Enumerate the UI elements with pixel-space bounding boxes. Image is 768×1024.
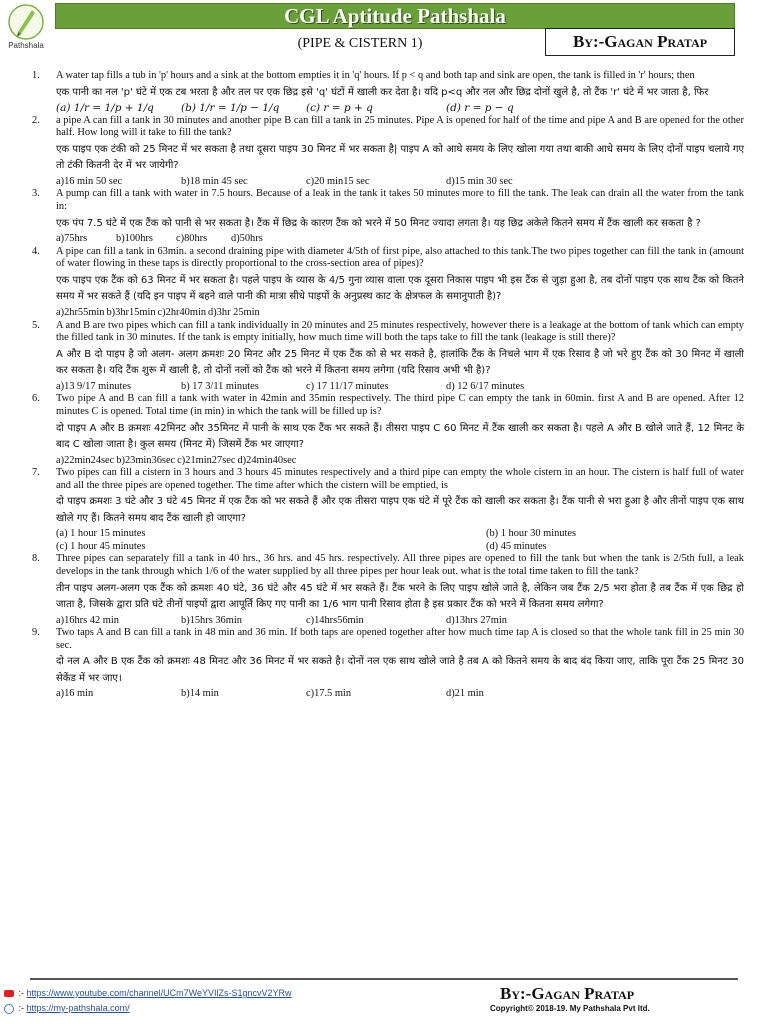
footer-divider xyxy=(30,978,738,980)
question-number: 1. xyxy=(32,70,40,81)
website-row xyxy=(4,1003,130,1014)
question-hindi: दो पाइप क्रमशः 3 घंटे और 3 घंटे 45 मिनट में एक टैंक को भर सकते हैं और एक तीसरा पाइप एक घंटे में पूरे टैंक को खाली कर सकता है। टैंक पानी से भरा हुआ है और तीनों पाइप एक साथ खोले गए हैं। कितने समय बाद टैंक खाली हो जाएगा? xyxy=(56,496,744,524)
youtube-row xyxy=(4,988,291,998)
option-d: d) 12 6/17 minutes xyxy=(446,380,525,392)
question-english: Two pipes can fill a cistern in 3 hours and 3 hours 45 minutes respectively and a third pipe can empty the whole cistern in an hour. The cistern is half full of water and all the three pipes are opened together. The time after which the cistern will be emptied, is xyxy=(56,467,744,491)
options-row xyxy=(56,307,744,320)
option-c: (c) 1 hour 45 minutes xyxy=(56,540,146,552)
option-d: (d) 45 minutes xyxy=(486,540,547,552)
option-a: (a) 1/r = 1/p + 1/q xyxy=(56,102,154,115)
question-item xyxy=(32,627,744,701)
question-number: 5. xyxy=(32,319,40,331)
copyright-text: Copyright© 2018-19. My Pathshala Pvt ltd. xyxy=(490,1004,650,1013)
footer-byline: By:-Gagan Pratap xyxy=(500,984,635,1003)
option-a: a)16hrs 42 min xyxy=(56,614,119,626)
option-a: a)16 min 50 sec xyxy=(56,175,123,187)
question-english: Three pipes can separately fill a tank in 40 hrs., 36 hrs. and 45 hrs. respectively. All three pipes are opened to fill the tank but when the tank is 2/5th full, a leak develops in the tank through which 1/6 of the water supplied by all three pipes per hour leak out. what is the total time taken to fill the tank? xyxy=(56,553,744,578)
question-item xyxy=(32,393,744,467)
question-item xyxy=(32,115,744,189)
question-item xyxy=(32,246,744,320)
youtube-link[interactable]: https://www.youtube.com/channel/UCm7WeYVIlZs-S1gncvV2YRw xyxy=(26,988,292,998)
option-c: c)20 min15 sec xyxy=(306,175,370,187)
option-c: c)17.5 min xyxy=(306,688,352,700)
option-c: c)80hrs xyxy=(176,233,208,245)
question-number: 7. xyxy=(32,467,40,479)
option-a: a)13 9/17 minutes xyxy=(56,380,132,392)
option-a: a)2hr55min xyxy=(56,306,105,318)
page-header xyxy=(0,0,738,62)
option-d: d)3hr 25min xyxy=(208,306,260,318)
question-number: 3. xyxy=(32,188,40,200)
pathshala-logo xyxy=(4,2,48,58)
option-b: b)14 min xyxy=(181,688,219,700)
option-d: d)24min40sec xyxy=(237,454,297,466)
youtube-prefix: :- xyxy=(18,988,25,998)
option-a: a)22min24sec xyxy=(56,454,115,466)
option-b: b)3hr15min xyxy=(106,306,156,318)
question-number: 2. xyxy=(32,114,40,126)
option-a: a)75hrs xyxy=(56,233,88,245)
option-d: d)15 min 30 sec xyxy=(446,175,513,187)
option-d: d)13hrs 27min xyxy=(446,614,507,626)
website-prefix: :- xyxy=(18,1003,25,1013)
question-hindi: दो पाइप A और B क्रमशः 42मिनट और 35मिनट में पानी के साथ एक टैंक भर सकते हैं। तीसरा पाइप C 60 मिनट में टैंक खाली कर सकता है। पहले A और B खोले जाते हैं, 12 मिनट के बाद C खोला जाता है। कुल समय (मिनट में) जिसमें टैंक भर जाएगा? xyxy=(56,422,744,450)
options-grid xyxy=(56,528,744,553)
question-item xyxy=(32,553,744,627)
option-c: c)2hr40min xyxy=(157,306,207,318)
question-item xyxy=(32,70,744,115)
globe-icon xyxy=(4,1004,14,1014)
author-byline: By:-Gagan Pratap xyxy=(545,28,735,56)
page-title: CGL Aptitude Pathshala xyxy=(284,4,506,28)
website-link[interactable]: https://my-pathshala.com/ xyxy=(26,1003,130,1013)
option-b: b)15hrs 36min xyxy=(181,614,242,626)
question-hindi: एक पंप 7.5 घंटे में एक टैंक को पानी से भर सकता है। टैंक में छिद्र के कारण टैंक को भरने में 50 मिनट ज्यादा लगता है। यह छिद्र अकेले कितने समय में टैंक खाली कर सकता है ? xyxy=(56,217,701,229)
question-english: A pipe can fill a tank in 63min. a second draining pipe with diameter 4/5th of first pipe, also attached to this tank.The two pipes together can fill the tank in (amount of water flowing in these taps is directly proportional to the cross-section area of pipes)? xyxy=(56,245,744,270)
question-item xyxy=(32,467,744,553)
youtube-icon xyxy=(4,990,14,997)
question-english: A water tap fills a tub in 'p' hours and a sink at the bottom empties it in 'q' hours. If p < q and both tap and sink are open, the tank is filled in 'r' hours; then xyxy=(56,70,695,81)
options-row xyxy=(56,102,744,115)
option-b: (b) 1 hour 30 minutes xyxy=(486,528,577,540)
question-english: A pump can fill a tank with water in 7.5 hours. Because of a leak in the tank it takes 50 minutes more to fill the tank. The leak can drain all the water from the tank in: xyxy=(56,188,744,213)
option-b: b)18 min 45 sec xyxy=(181,175,248,187)
question-english: Two pipe A and B can fill a tank with water in 42min and 35min respectively. The third pipe C can empty the tank in 60min. first A and B are opened. After 12 minutes C is opened. Total time (in min) in which the tank will be filled up is? xyxy=(56,393,744,417)
question-item xyxy=(32,320,744,394)
options-row xyxy=(56,176,744,189)
question-hindi: A और B दो पाइप है जो अलग- अलग क्रमशः 20 मिनट और 25 मिनट में एक टैंक को से भर सकते है, हालांकि टैंक के निचले भाग में एक रिसाव है जो भरे हुए टैंक को 30 मिनट में खाली कर सकता है। यदि टैंक शुरू में खाली है, तो दोनों नलों को टैंक को भरने में कितना समय लगेगा (यदि रिसाव अभी भी है)? xyxy=(56,348,744,377)
page-subtitle: (PIPE & CISTERN 1) xyxy=(297,36,423,51)
option-c: c)21min27sec xyxy=(177,454,236,466)
option-a: a)16 min xyxy=(56,688,94,700)
option-a: (a) 1 hour 15 minutes xyxy=(56,528,146,540)
options-row xyxy=(56,455,744,468)
question-english: A and B are two pipes which can fill a tank individually in 20 minutes and 25 minutes respectively, however there is a leakage at the bottom of tank which can empty the filled tank in 30 minutes. If the tank is empty initially, how much time will both the taps take to fill the tank (leakage is still there)? xyxy=(56,319,744,344)
question-item xyxy=(32,188,744,245)
options-row xyxy=(56,615,744,628)
options-row xyxy=(56,381,744,394)
svg-text:Pathshala: Pathshala xyxy=(8,41,44,50)
option-b: b)100hrs xyxy=(116,233,153,245)
options-row xyxy=(56,688,744,701)
question-number: 8. xyxy=(32,553,40,565)
question-hindi: तीन पाइप अलग-अलग एक टैंक को क्रमशः 40 घंटे, 36 घंटे और 45 घंटे में भर सकते हैं। टैंक भरने के लिए पाइप खोले जाते है, लेकिन जब टैंक 2/5 भरा होता है तब टैंक में एक छिद्र हो जाता है, जिसके द्वारा प्रति घंटे तीनों पाइपों द्वारा आपूर्ति किए गए पानी का 1/6 भाग पानी रिसाव होता है इस प्रकार टैंक को भरने में कितना समय लगेगा? xyxy=(56,582,744,611)
option-b: (b) 1/r = 1/p − 1/q xyxy=(181,102,280,115)
option-b: b) 17 3/11 minutes xyxy=(181,380,259,392)
question-english: Two taps A and B can fill a tank in 48 min and 36 min. If both taps are opened together after how much time tap A is closed so that the whole tank fill in 25 min 30 sec. xyxy=(56,627,744,651)
question-hindi: एक पानी का नल 'p' घंटे में एक टब भरता है और तल पर एक छिद्र इसे 'q' घंटों में खाली कर देता है। यदि p<q और नल और छिद्र दोनों खुले है, तो टैंक 'r' घंटे में भर जाता है, फिर xyxy=(56,86,709,98)
option-b: b)23min36sec xyxy=(116,454,176,466)
question-hindi: एक पाइप एक टैंक को 63 मिनट में भर सकता है। पहले पाइप के व्यास के 4/5 गुना व्यास वाला एक दूसरा निकास पाइप भी इस टैंक से जुड़ा हुआ है, तब दोनों पाइप एक साथ टैंक को कितने समय में भर सकते हैं (यदि इन पाइप में बहने वाले पानी की मात्रा सीधे पाइपों के अनुप्रस्थ काट के क्षेत्रफल के समानुपाती है)? xyxy=(56,274,744,303)
question-hindi: एक पाइप एक टंकी को 25 मिनट में भर सकता है तथा दूसरा पाइप 30 मिनट में भर सकता है| पाइप A को आधे समय के लिए खोला गया तथा बाकी आधे समय के लिए दोनों पाइप चलाये गए तो टंकी कितनी देर में भर जायेगी? xyxy=(56,143,744,172)
question-number: 6. xyxy=(32,393,40,405)
question-hindi: दो नल A और B एक टैंक को क्रमशः 48 मिनट और 36 मिनट में भर सकते है। दोनों नल एक साथ खोले जाते है तब A को कितने समय के बाद बंद किया जाए, ताकि पूरा टैंक 25 मिनट 30 सेकेंड में भर जाए। xyxy=(56,656,744,684)
option-d: d)21 min xyxy=(446,688,484,700)
question-number: 9. xyxy=(32,627,40,639)
title-banner xyxy=(55,3,735,29)
options-row xyxy=(56,233,744,246)
option-c: c) 17 11/17 minutes xyxy=(306,380,389,392)
option-d: (d) r = p − q xyxy=(446,102,514,115)
option-d: d)50hrs xyxy=(231,233,263,245)
questions-list xyxy=(32,70,744,701)
question-english: a pipe A can fill a tank in 30 minutes and another pipe B can fill a tank in 25 minutes. Pipe A is opened for half of the time and pipe A and B are opened for the other half. How long will it take to fill the tank? xyxy=(56,114,744,139)
question-number: 4. xyxy=(32,245,40,257)
option-c: (c) r = p + q xyxy=(306,102,373,115)
option-c: c)14hrs56min xyxy=(306,614,364,626)
